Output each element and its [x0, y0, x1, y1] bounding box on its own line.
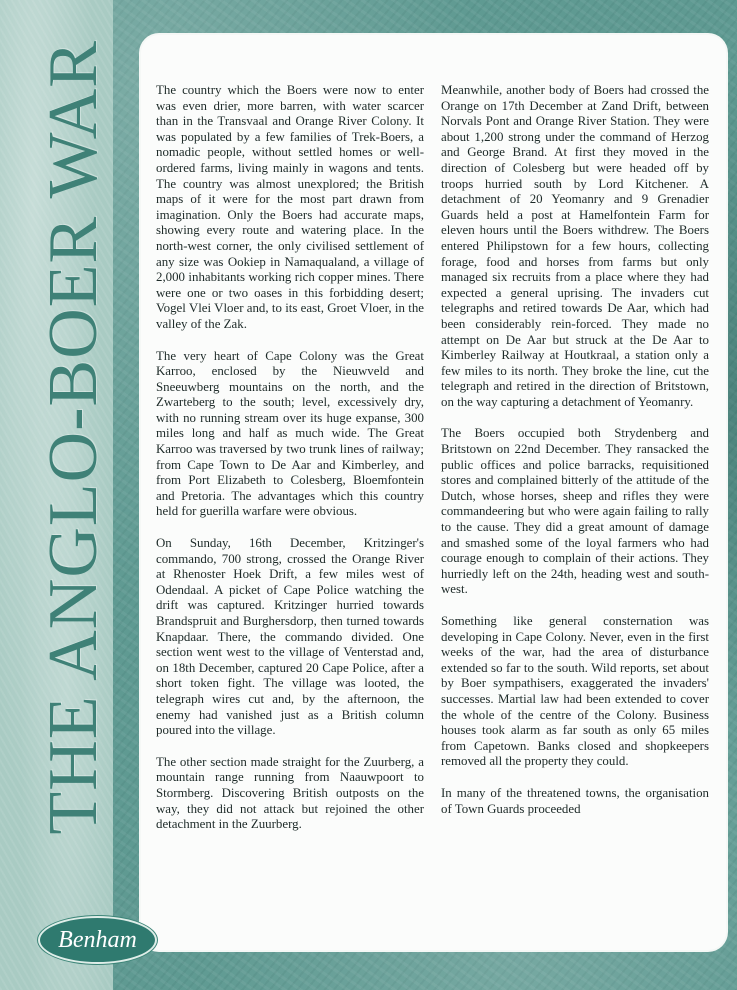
paragraph: Meanwhile, another body of Boers had crossed the Orange on 17th December at Zand Drift, between Norvals Pont and Orange River Station. They were about 1,200 strong under the command of Herzog and George Brand. At first they moved in the direction of Colesberg but were headed off by troops hurried south by Lord Kitchener. A detachment of 20 Yeomanry and 9 Grenadier Guards held a post at Hamelfontein Farm for eleven hours until the Boers withdrew. The Boers entered Philipstown for a few hours, collecting forage, food and horses from farms but only managed six recruits from a place where they had expected a general uprising. The invaders cut telegraphs and retired towards De Aar, which had been considerably rein-forced. They made no attempt on De Aar but struck at the De Aar to Kimberley Railway at Houtkraal, a station only a few miles to its north. They broke the line, cut the telegraph and retired in the direction of Britstown, on the way capturing a detachment of Yeomanry. [441, 83, 709, 409]
logo-text: Benham [58, 926, 137, 953]
text-columns [156, 83, 709, 849]
page-title: THE ANGLO-BOER WAR [35, 40, 112, 835]
right-column [441, 83, 709, 849]
page-title-vertical [35, 40, 112, 920]
paragraph: In many of the threatened towns, the organisation of Town Guards proceeded [441, 785, 709, 816]
paragraph: On Sunday, 16th December, Kritzinger's commando, 700 strong, crossed the Orange River at Rhenoster Hoek Drift, a few miles west of Odendaal. A picket of Cape Police watching the drift was captured. Kritzinger hurried towards Brandspruit and Burghersdorp, then turned towards Knapdaar. There, the commando divided. One section went west to the village of Venterstad and, on 18th December, captured 20 Cape Police, after a short token fight. The village was looted, the telegraph wires cut and, by the afternoon, the enemy had vanished just as a British column poured into the village. [156, 536, 424, 738]
paragraph: The very heart of Cape Colony was the Great Karroo, enclosed by the Nieuwveld and Sneeuwberg mountains on the north, and the Zwarteberg to the south; level, excessively dry, with no running stream over its huge expanse, 300 miles long and half as much wide. The Great Karroo was traversed by two trunk lines of railway; from Cape Town to De Aar and Kimberley, and from Port Elizabeth to Colesberg, Bloemfontein and Pretoria. The advantages which this country held for guerilla warfare were obvious. [156, 348, 424, 519]
paragraph: Something like general consternation was developing in Cape Colony. Never, even in the first weeks of the war, had the area of disturbance extended so far to the south. Wild reports, set about by Boer sympathisers, exaggerated the invaders' successes. Martial law had been extended to cover the whole of the centre of the Colony. Business houses took alarm as far south as only 65 miles from Capetown. Banks closed and shopkeepers removed all the property they could. [441, 614, 709, 769]
paragraph: The other section made straight for the Zuurberg, a mountain range running from Naauwpoort to Stormberg. Discovering British outposts on the way, they did not attack but rejoined the other detachment in the Zuurberg. [156, 754, 424, 832]
benham-logo [38, 916, 157, 964]
paragraph: The country which the Boers were now to enter was even drier, more barren, with water scarcer than in the Transvaal and Orange River Colony. It was populated by a few families of Trek-Boers, a nomadic people, without settled homes or well-ordered farms, living mainly in wagons and tents. The country was almost unexplored; the British maps of it were for the most part drawn from imagination. Only the Boers had accurate maps, showing every route and watering place. In the north-west corner, the only civilised settlement of any size was Ookiep in Namaqualand, a village of 2,000 inhabitants working rich copper mines. There were one or two oases in this forbidding desert; Vogel Vlei Vloer and, to its east, Groet Vloer, in the valley of the Zak. [156, 83, 424, 331]
left-column [156, 83, 424, 849]
paragraph: The Boers occupied both Strydenberg and Britstown on 22nd December. They ransacked the public offices and police barracks, requisitioned stores and complained bitterly of the attitude of the Dutch, whose horses, sheep and rifles they were commandeering but who were again failing to rally to the cause. They did a great amount of damage and smashed some of the loyal farmers who had courage enough to complain of their actions. They hurriedly left on the 24th, heading west and south-west. [441, 426, 709, 597]
